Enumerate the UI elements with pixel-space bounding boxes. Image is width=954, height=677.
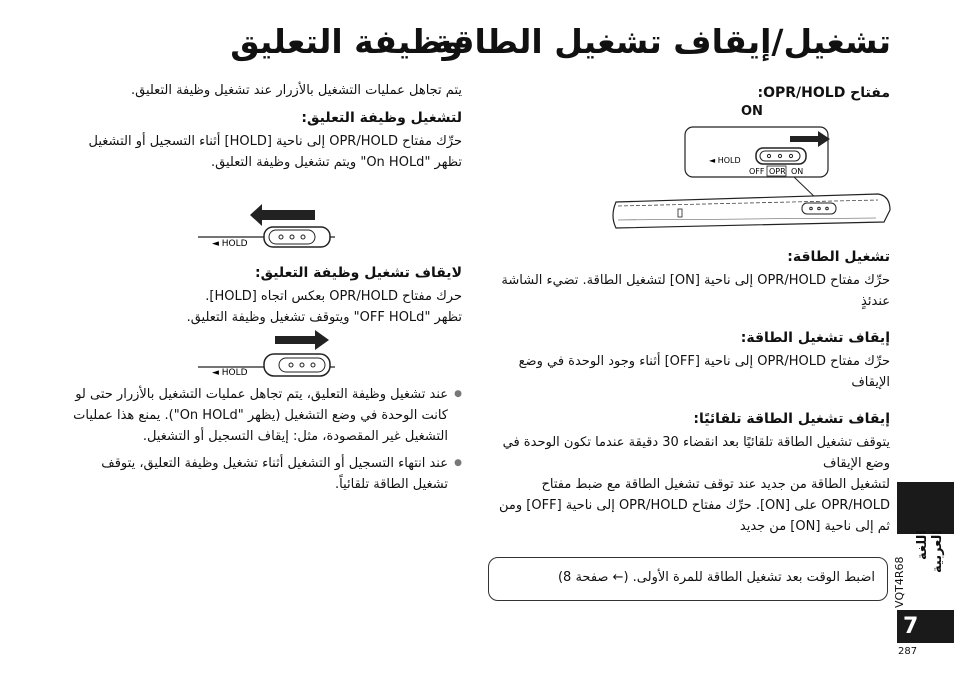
auto-off-text-1: يتوقف تشغيل الطاقة تلقائيًا بعد انقضاء 30 دقيقة عندما تكون الوحدة في وضع الإيقاف <box>502 435 890 471</box>
hold-note-2: ● عند انتهاء التسجيل أو التشغيل أثناء تشغيل وظيفة التعليق، يتوقف تشغيل الطاقة تلقائياً. <box>62 453 462 495</box>
note-box <box>488 557 888 601</box>
section-power <box>488 80 890 119</box>
section-power-off <box>488 327 890 393</box>
auto-off-text-2: لتشغيل الطاقة من جديد عند توقف تشغيل الطاقة مع ضبط مفتاح OPR/HOLD على [ON]. حرِّك مفتاح OPR/HOLD إلى ناحية [OFF] ومن ثم إلى ناحية [ON] من جديد <box>499 477 890 534</box>
model-code: VQT4R68 <box>893 556 906 608</box>
section-power-on <box>488 246 890 312</box>
hold-off-display: تظهر "OFF HOLd" ويتوقف تشغيل وظيفة التعليق. <box>186 310 462 325</box>
hold-on-diagram <box>195 204 340 250</box>
hold-on-heading: لتشغيل وظيفة التعليق: <box>301 110 462 126</box>
power-off-heading: إيقاف تشغيل الطاقة: <box>740 330 890 346</box>
auto-off-heading: إيقاف تشغيل الطاقة تلقائيًا: <box>693 411 890 427</box>
hold-off-diagram <box>195 330 340 378</box>
note-text: اضبط الوقت بعد تشغيل الطاقة للمرة الأولى. (← صفحة 8) <box>557 570 875 585</box>
section-auto-off <box>488 408 890 537</box>
power-on-heading: تشغيل الطاقة: <box>787 249 890 265</box>
language-tab <box>897 482 954 534</box>
page-title-power: تشغيل/إيقاف تشغيل الطاقة <box>432 22 891 61</box>
device-diagram <box>608 120 893 232</box>
hold-notes <box>62 384 462 495</box>
hold-label-1: ◄ HOLD <box>212 239 248 249</box>
svg-text:ON: ON <box>791 167 804 176</box>
hold-on-text: حرِّك مفتاح OPR/HOLD إلى ناحية [HOLD] أثناء التسجيل أو التشغيل <box>88 134 462 149</box>
power-on-text: حرِّك مفتاح OPR/HOLD إلى ناحية [ON] لتشغيل الطاقة. تضيء الشاشة عندئذٍ <box>501 273 890 309</box>
opr-hold-heading: مفتاح OPR/HOLD: <box>757 85 890 101</box>
hold-off-text: حرك مفتاح OPR/HOLD بعكس اتجاه [HOLD]. <box>205 289 462 304</box>
hold-on-display: تظهر "On HOLd" ويتم تشغيل وظيفة التعليق. <box>211 155 462 170</box>
page-subnumber: 287 <box>898 646 918 657</box>
svg-text:OFF: OFF <box>749 167 765 176</box>
hold-note-1: ● عند تشغيل وظيفة التعليق، يتم تجاهل عمليات التشغيل بالأزرار حتى لو كانت الوحدة في وضع التشغيل (يظهر "On HOLd"). يمنع هذا عمليات التشغيل غير المقصودة، مثل: إيقاف التسجيل أو التشغيل. <box>62 384 462 447</box>
hold-intro: يتم تجاهل عمليات التشغيل بالأزرار عند تشغيل وظيفة التعليق. <box>130 83 462 98</box>
power-off-text: حرِّك مفتاح OPR/HOLD إلى ناحية [OFF] أثناء وجود الوحدة في وضع الإيقاف <box>518 354 890 390</box>
hold-label-2: ◄ HOLD <box>212 368 248 378</box>
page-title-hold: وظيفة التعليق <box>230 22 463 61</box>
language-label: اللغة العربية <box>915 530 945 573</box>
hold-off-heading: لايقاف تشغيل وظيفة التعليق: <box>254 265 462 281</box>
on-label: ON <box>741 104 763 119</box>
section-hold <box>62 80 462 173</box>
diagram-hold-label: ◄ HOLD <box>709 156 741 165</box>
svg-text:OPR: OPR <box>769 167 786 176</box>
page-number: 7 <box>897 610 954 643</box>
section-hold-off <box>62 262 462 328</box>
